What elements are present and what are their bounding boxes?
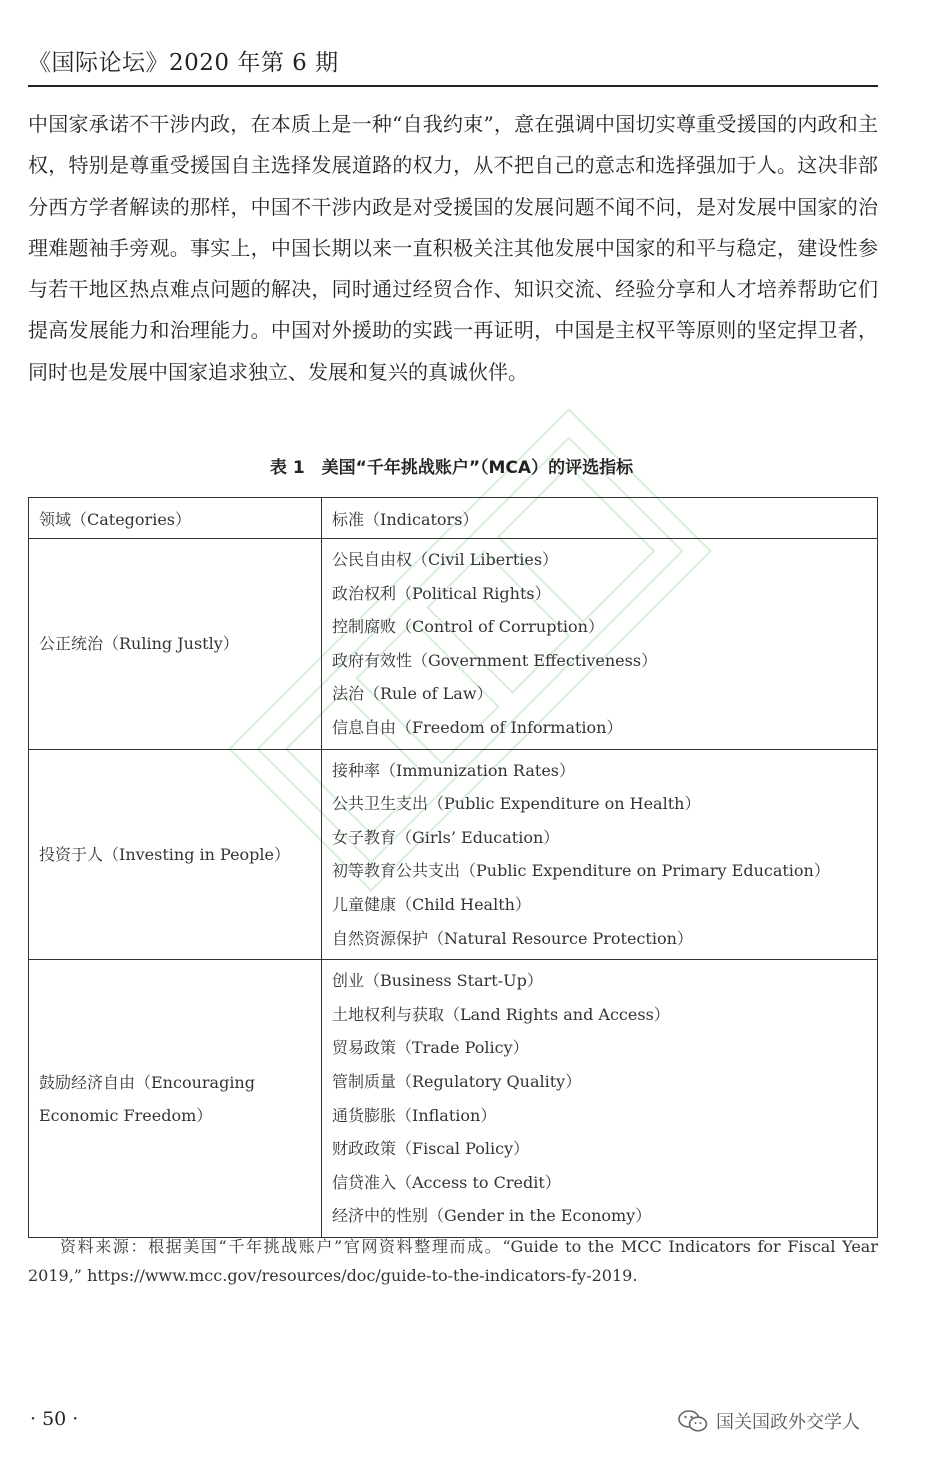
header-divider (28, 85, 878, 87)
page-number: · 50 · (30, 1408, 79, 1430)
table-row (29, 749, 878, 960)
body-paragraph: 中国家承诺不干涉内政，在本质上是一种“自我约束”，意在强调中国切实尊重受援国的内政和主权，特别是尊重受援国自主选择发展道路的权力，从不把自己的意志和选择强加于人。这决非部分西方学者解读的那样，中国不干涉内政是对受援国的发展问题不闻不问，是对发展中国家的治理难题袖手旁观。事实上，中国长期以来一直积极关注其他发展中国家的和平与稳定，建设性参与若干地区热点难点问题的解决，同时通过经贸合作、知识交流、经验分享和人才培养帮助它们提高发展能力和治理能力。中国对外援助的实践一再证明，中国是主权平等原则的坚定捍卫者，同时也是发展中国家追求独立、发展和复兴的真诚伙伴。 (28, 112, 878, 384)
indicator-item: 创业（Business Start-Up） (332, 971, 543, 991)
indicator-item: 信息自由（Freedom of Information） (332, 717, 623, 737)
indicator-item: 接种率（Immunization Rates） (332, 760, 575, 780)
indicator-item: 儿童健康（Child Health） (332, 894, 531, 914)
indicator-item: 通货膨胀（Inflation） (332, 1105, 497, 1125)
indicator-item: 法治（Rule of Law） (332, 684, 493, 704)
watermark-text: 国关国政外交学人 (716, 1412, 860, 1433)
wechat-watermark (678, 1408, 860, 1434)
header-indicators: 标准（Indicators） (322, 498, 878, 539)
mca-indicators-table (28, 497, 878, 1238)
indicator-item: 控制腐败（Control of Corruption） (332, 617, 604, 637)
indicator-item: 公民自由权（Civil Liberties） (332, 550, 559, 569)
table-row (29, 539, 878, 750)
indicator-item: 贸易政策（Trade Policy） (332, 1038, 529, 1058)
indicator-item: 信贷准入（Access to Credit） (332, 1172, 561, 1192)
indicator-item: 土地权利与获取（Land Rights and Access） (332, 1004, 670, 1024)
indicators-cell (322, 749, 878, 960)
category-cell: 公正统治（Ruling Justly） (29, 539, 322, 750)
indicators-cell (322, 960, 878, 1238)
indicators-cell (322, 539, 878, 750)
indicator-item: 管制质量（Regulatory Quality） (332, 1071, 582, 1091)
journal-header: 《国际论坛》2020 年第 6 期 (28, 50, 339, 76)
indicator-item: 公共卫生支出（Public Expenditure on Health） (332, 794, 701, 814)
indicator-item: 女子教育（Girls’ Education） (332, 827, 560, 847)
indicator-item: 经济中的性别（Gender in the Economy） (332, 1206, 652, 1226)
indicator-item: 政治权利（Political Rights） (332, 583, 551, 603)
wechat-icon (678, 1409, 708, 1433)
indicator-item: 初等教育公共支出（Public Expenditure on Primary Education） (332, 861, 830, 881)
category-cell: 鼓励经济自由（Encouraging Economic Freedom） (29, 960, 322, 1238)
table-header-row (29, 498, 878, 539)
header-categories: 领域（Categories） (29, 498, 322, 539)
table-row (29, 960, 878, 1238)
table-caption: 表 1 美国“千年挑战账户”（MCA）的评选指标 (269, 458, 634, 478)
indicator-item: 政府有效性（Government Effectiveness） (332, 650, 658, 670)
indicator-item: 自然资源保护（Natural Resource Protection） (332, 928, 693, 948)
category-cell: 投资于人（Investing in People） (29, 749, 322, 960)
indicator-item: 财政政策（Fiscal Policy） (332, 1139, 530, 1159)
source-note: 资料来源：根据美国“千年挑战账户”官网资料整理而成。“Guide to the MCC Indicators for Fiscal Year 2019,” https://www.mcc.gov/resources/doc/guide-to-the-indicators-fy-2019. (28, 1237, 878, 1285)
